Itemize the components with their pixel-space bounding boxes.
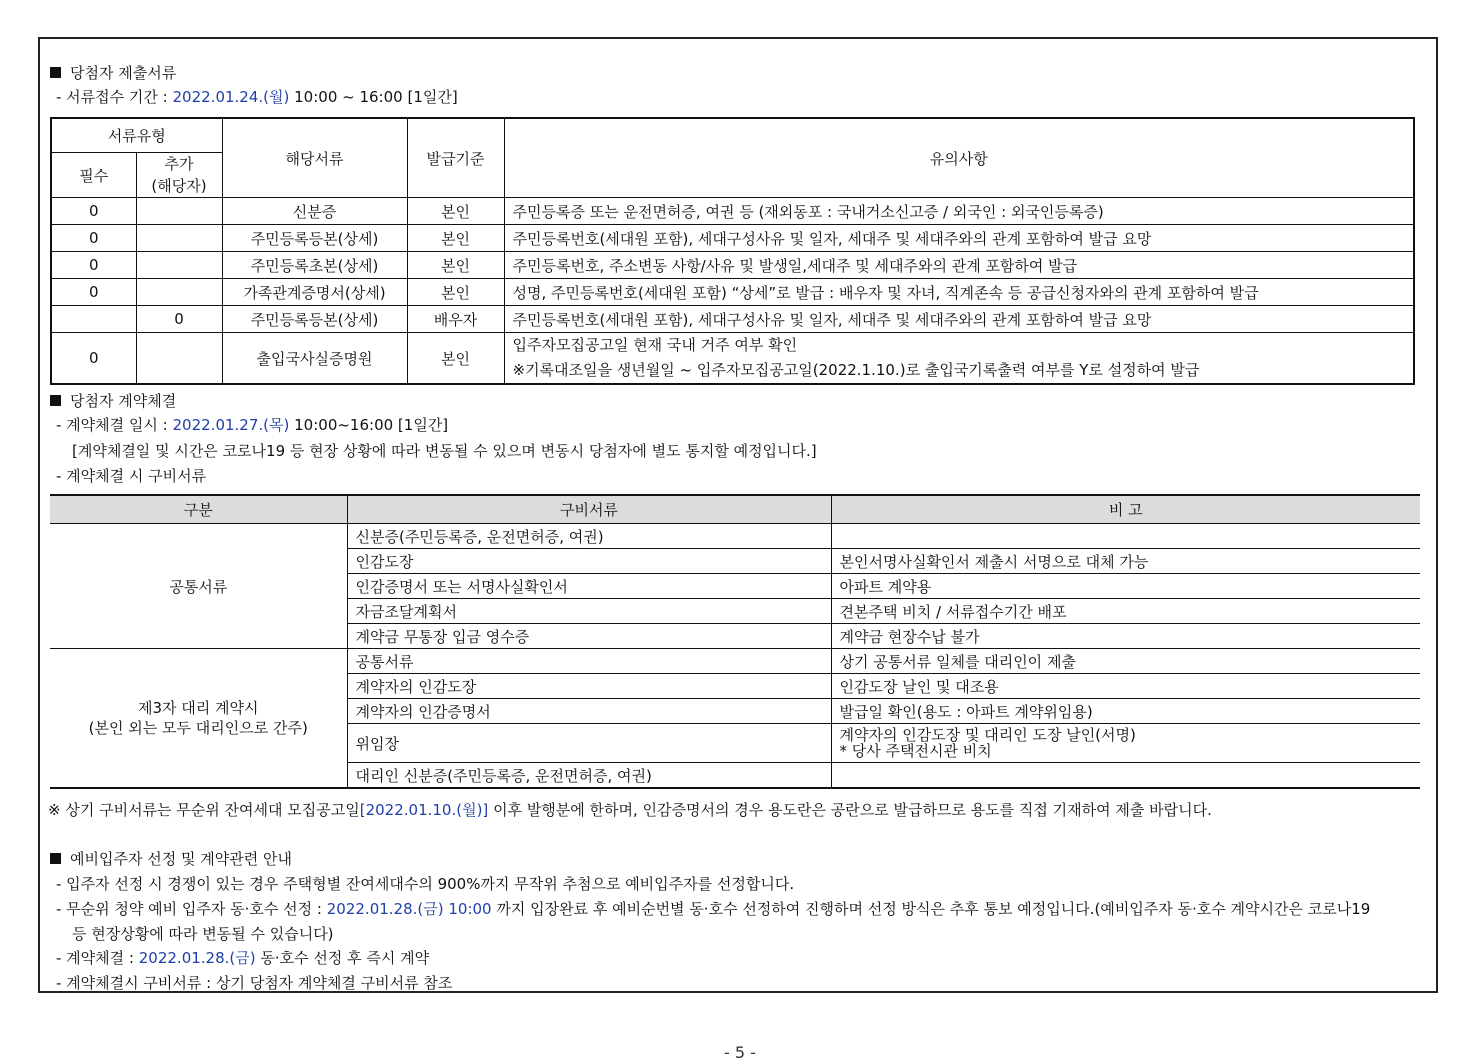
header-remarks: 비 고 [831,495,1420,524]
header-additional: 추가 (해당자) [136,153,222,198]
table-row: 인감도장 본인서명사실확인서 제출시 서명으로 대체 가능 [50,549,1420,574]
table-row: 계약자의 인감증명서 발급일 확인(용도 : 아파트 계약위임용) [50,699,1420,724]
section-title-submission: 당첨자 제출서류 [50,63,176,83]
table-row: 0 주민등록초본(상세) 본인 주민등록번호, 주소변동 사항/사유 및 발생일,세대주 및 세대주와의 관계 포함하여 발급 [51,252,1414,279]
table-row: 0 출입국사실증명원 본인 입주자모집공고일 현재 국내 거주 여부 확인 ※기록대조일을 생년월일 ~ 입주자모집공고일(2022.1.10.)로 출입국기록출력 여부를 Y로 설정하여 발급 [51,333,1414,385]
contract-notice: [계약체결일 및 시간은 코로나19 등 현장 상황에 따라 변동될 수 있으며 변동시 당첨자에 별도 통지할 예정입니다.] [72,442,817,460]
table-header-row [50,495,1420,524]
footnote: ※ 상기 구비서류는 무순위 잔여세대 모집공고일[2022.01.10.(월)] 이후 발행분에 한하며, 인감증명서의 경우 용도란은 공란으로 발급하므로 용도를 직접 기재하여 제출 바랍니다. [48,801,1212,819]
table-row: 계약자의 인감도장 인감도장 날인 및 대조용 [50,674,1420,699]
table-row: 0 가족관계증명서(상세) 본인 성명, 주민등록번호(세대원 포함) “상세”로 발급 : 배우자 및 자녀, 직계존속 등 공급신청자와의 관계 포함하여 발급 [51,279,1414,306]
submission-documents-table [50,117,1415,385]
table-header-row [51,118,1414,153]
table-row: 공통서류 신분증(주민등록증, 운전면허증, 여권) [50,524,1420,549]
submission-period: - 서류접수 기간 : 2022.01.24.(월) 10:00 ~ 16:00 [1일간] [56,88,458,106]
table-row: 제3자 대리 계약시 (본인 외는 모두 대리인으로 간주) 공통서류 상기 공통서류 일체를 대리인이 제출 [50,649,1420,674]
contract-documents-table [50,494,1420,789]
reserve-line-3: - 계약체결 : 2022.01.28.(금) 동·호수 선정 후 즉시 계약 [56,949,430,967]
table-row: 자금조달계획서 견본주택 비치 / 서류접수기간 배포 [50,599,1420,624]
group-common: 공통서류 [50,524,347,649]
section-title-contract: 당첨자 계약체결 [50,391,176,411]
table-row: 계약금 무통장 입금 영수증 계약금 현장수납 불가 [50,624,1420,649]
header-notes: 유의사항 [504,118,1414,198]
header-document: 해당서류 [222,118,407,198]
reserve-line-2: - 무순위 청약 예비 입주자 동·호수 선정 : 2022.01.28.(금) 10:00 까지 입장완료 후 예비순번별 동·호수 선정하여 진행하며 선정 방식은 추후 통보 예정입니다.(예비입주자 동·호수 계약시간은 코로나19 [56,900,1371,918]
bullet-square-icon [50,395,61,406]
header-required-docs: 구비서류 [347,495,831,524]
table-row: 인감증명서 또는 서명사실확인서 아파트 계약용 [50,574,1420,599]
contract-docs-label: - 계약체결 시 구비서류 [56,467,207,485]
contract-date: - 계약체결 일시 : 2022.01.27.(목) 10:00~16:00 [1일간] [56,416,449,434]
header-doc-type: 서류유형 [51,118,222,153]
page-number: - 5 - [724,1043,756,1062]
section-title-reserve: 예비입주자 선정 및 계약관련 안내 [50,849,292,869]
header-issue-basis: 발급기준 [407,118,504,198]
table-row: 위임장 계약자의 인감도장 및 대리인 도장 날인(서명) * 당사 주택전시관 비치 [50,724,1420,763]
table-row: 대리인 신분증(주민등록증, 운전면허증, 여권) [50,763,1420,789]
reserve-line-4: - 계약체결시 구비서류 : 상기 당첨자 계약체결 구비서류 참조 [56,974,453,992]
reserve-line-1: - 입주자 선정 시 경쟁이 있는 경우 주택형별 잔여세대수의 900%까지 무작위 추첨으로 예비입주자를 선정합니다. [56,875,795,893]
reserve-line-2-cont: 등 현장상황에 따라 변동될 수 있습니다) [72,925,334,943]
header-category: 구분 [50,495,347,524]
bullet-square-icon [50,67,61,78]
table-row: 0 주민등록등본(상세) 배우자 주민등록번호(세대원 포함), 세대구성사유 및 일자, 세대주 및 세대주와의 관계 포함하여 발급 요망 [51,306,1414,333]
table-row: 0 신분증 본인 주민등록증 또는 운전면허증, 여권 등 (재외동포 : 국내거소신고증 / 외국인 : 외국인등록증) [51,198,1414,225]
table-row: 0 주민등록등본(상세) 본인 주민등록번호(세대원 포함), 세대구성사유 및 일자, 세대주 및 세대주와의 관계 포함하여 발급 요망 [51,225,1414,252]
group-proxy: 제3자 대리 계약시 (본인 외는 모두 대리인으로 간주) [50,649,347,789]
bullet-square-icon [50,853,61,864]
header-required: 필수 [51,153,136,198]
